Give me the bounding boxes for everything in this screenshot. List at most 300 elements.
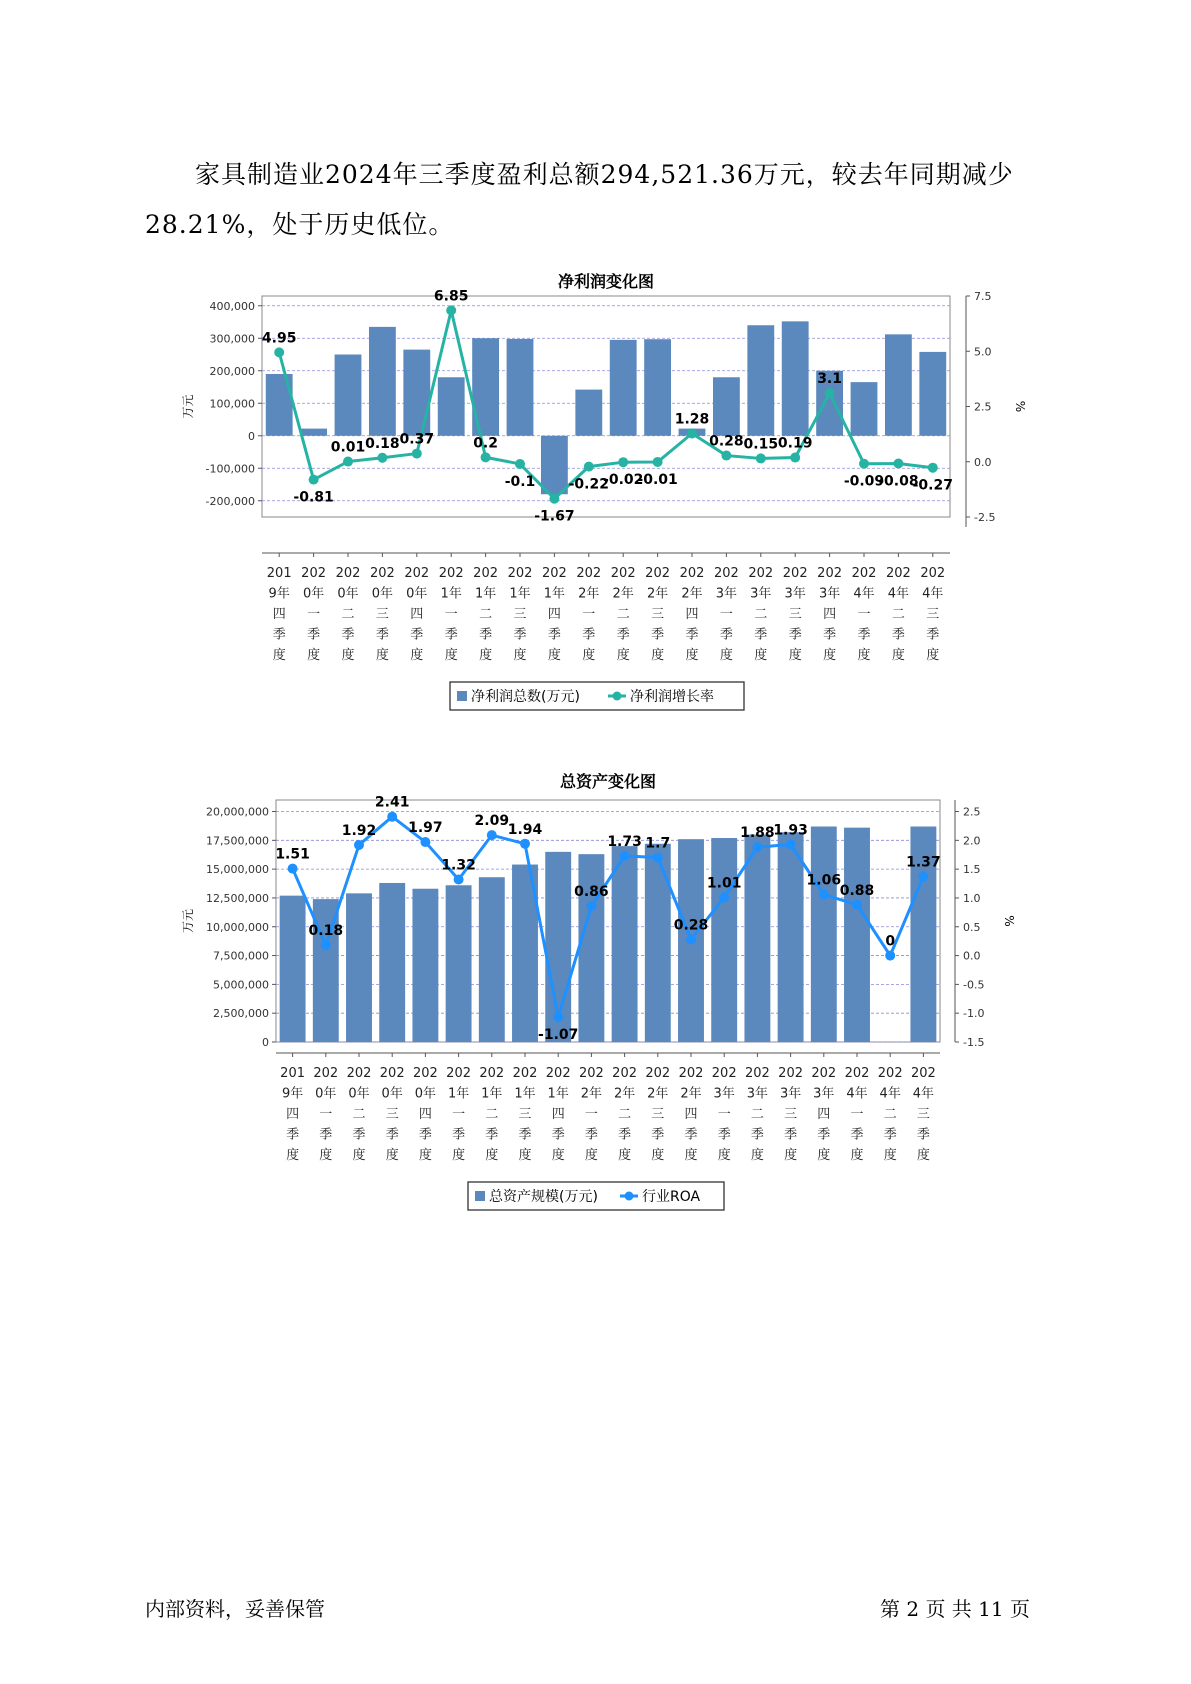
chart2-x-tick-label: 度 [286,1148,300,1163]
chart2-x-tick-label: 季 [618,1127,632,1143]
chart2-x-tick-label: 2年 [580,1086,603,1102]
chart2-x-tick-label: 201 [280,1066,306,1081]
chart1-x-tick-label: 季 [272,627,286,643]
chart1-y-tick-label: -100,000 [205,462,255,476]
chart2-bar [346,893,372,1042]
chart2-point [288,864,298,874]
summary-paragraph: 家具制造业2024年三季度盈利总额294,521.36万元，较去年同期减少28.21%，处于历史低位。 [145,160,1014,239]
chart2-x-tick-label: 二 [618,1107,632,1122]
chart1-x-tick-label: 季 [513,627,527,643]
chart2-x-tick-label: 1年 [547,1086,569,1102]
chart1-point [790,453,800,463]
chart2-x-tick-label: 度 [584,1148,598,1163]
chart1-x-tick-label: 三 [926,607,940,622]
chart1-x-tick-label: 度 [341,648,355,663]
chart2-x-tick-label: 1年 [481,1086,503,1102]
chart1-data-label: 0.19 [777,435,813,452]
chart1-data-label: 6.85 [433,288,469,305]
chart1-x-tick-label: 202 [301,566,327,581]
chart2-y-tick-label: 12,500,000 [206,891,269,905]
chart1-bar [610,340,637,436]
chart2-x-tick-label: 4年 [846,1086,868,1102]
chart2-point [520,839,530,849]
chart1-point [721,451,731,461]
chart1-x-tick-label: 度 [375,648,389,663]
chart2-x-tick-label: 0年 [414,1086,437,1102]
total-assets-chart [0,770,1191,1220]
chart1-x-tick-label: 202 [438,566,464,581]
chart2-data-label: 1.94 [507,821,543,838]
chart2-x-tick-label: 四 [817,1107,831,1122]
chart1-x-tick-label: 季 [857,627,871,643]
chart1-x-tick-label: 季 [891,627,905,643]
chart2-x-tick-label: 四 [286,1107,300,1122]
chart2-x-tick-label: 季 [319,1127,333,1143]
chart2-x-tick-label: 二 [352,1107,366,1122]
chart2-x-tick-label: 202 [645,1066,671,1081]
chart1-x-tick-label: 度 [891,648,905,663]
chart2-bar [379,883,405,1042]
chart2-x-tick-label: 度 [750,1148,764,1163]
chart1-x-tick-label: 3年 [784,586,806,602]
chart2-data-label: 1.73 [607,833,642,850]
chart2-y-axis-title: 万元 [181,908,195,934]
chart2-x-tick-label: 季 [518,1127,532,1143]
chart1-x-tick-label: 季 [926,627,940,643]
chart2-x-tick-label: 季 [286,1127,300,1143]
chart2-data-label: 2.41 [374,794,410,811]
chart1-x-tick-label: 季 [444,627,458,643]
chart1-bar [713,377,740,436]
chart1-y-tick-label: 400,000 [209,299,255,313]
chart2-x-tick-label: 度 [452,1148,466,1163]
chart1-x-tick-label: 二 [479,607,493,622]
chart2-point [387,812,397,822]
chart2-x-tick-label: 1年 [447,1086,470,1102]
chart1-bar [369,327,396,436]
chart1-x-tick-label: 一 [719,607,733,622]
chart2-data-label: 2.09 [474,813,510,830]
chart1-x-tick-label: 度 [547,648,561,663]
chart1-x-tick-label: 1年 [509,586,531,602]
footer-confidential: 内部资料，妥善保管 [145,1597,325,1621]
chart2-x-tick-label: 202 [512,1066,538,1081]
footer-page-number: 第 2 页 共 11 页 [880,1597,1030,1621]
chart2-x-tick-label: 202 [811,1066,837,1081]
chart2-x-tick-label: 1年 [514,1086,536,1102]
chart1-legend-bar-swatch [457,691,467,701]
chart2-x-tick-label: 度 [485,1148,499,1163]
chart1-x-tick-label: 二 [754,607,768,622]
chart2-bar [711,838,737,1042]
chart2-x-tick-label: 度 [684,1148,698,1163]
chart1-x-tick-label: 季 [410,627,424,643]
chart1-x-tick-label: 度 [444,648,458,663]
chart1-x-tick-label: 季 [823,627,837,643]
chart1-y-tick-label: 300,000 [209,332,255,346]
chart2-x-tick-label: 季 [651,1127,665,1143]
chart2-point [819,889,829,899]
chart2-point [885,951,895,961]
chart1-data-label: 0.2 [473,435,499,452]
chart2-point [354,840,364,850]
chart1-x-tick-label: 季 [582,627,596,643]
chart2-data-label: 0.88 [839,882,875,899]
chart1-x-tick-label: 3年 [818,586,841,602]
chart1-x-tick-label: 0年 [406,586,428,602]
chart1-title: 净利润变化图 [557,272,655,291]
chart1-x-tick-label: 2年 [612,586,634,602]
chart2-data-label: 1.97 [408,820,443,837]
chart2-data-label: 0.18 [308,923,344,940]
chart1-x-tick-label: 季 [685,627,699,643]
chart2-data-label: 1.37 [906,854,941,871]
chart1-x-tick-label: 度 [616,648,630,663]
chart2-y-tick-label: 10,000,000 [206,920,269,934]
chart1-x-tick-label: 202 [473,566,499,581]
chart1-x-tick-label: 一 [582,607,596,622]
chart1-data-label: -0.1 [504,473,536,490]
chart2-x-tick-label: 202 [479,1066,505,1081]
chart2-x-tick-label: 季 [784,1127,798,1143]
chart2-data-label: 1.7 [645,835,671,852]
chart2-x-tick-label: 202 [612,1066,638,1081]
chart1-x-tick-label: 三 [788,607,802,622]
chart2-x-tick-label: 季 [883,1127,897,1143]
chart2-y2-tick-label: 1.0 [963,891,981,905]
chart2-x-tick-label: 202 [412,1066,438,1081]
chart2-y2-tick-label: 1.5 [963,863,981,877]
chart1-bar [644,339,671,436]
chart2-point [420,837,430,847]
chart2-x-tick-label: 度 [817,1148,831,1163]
chart1-x-tick-label: 一 [444,607,458,622]
chart2-x-tick-label: 三 [916,1107,930,1122]
chart1-point [515,459,525,469]
chart1-x-tick-label: 0年 [302,586,325,602]
chart1-x-tick-label: 度 [651,648,665,663]
chart1-y-tick-label: -200,000 [205,494,255,508]
chart1-x-tick-label: 季 [754,627,768,643]
chart1-bar [747,325,774,436]
chart1-x-tick-label: 季 [547,627,561,643]
chart2-legend-line-marker [625,1192,634,1201]
chart2-x-tick-label: 四 [684,1107,698,1122]
chart1-bar [851,382,878,436]
chart2-x-tick-label: 三 [651,1107,665,1122]
chart2-legend-bar-swatch [475,1191,485,1201]
chart1-x-tick-label: 季 [651,627,665,643]
chart2-x-tick-label: 度 [319,1148,333,1163]
chart2-data-label: 1.93 [773,822,808,839]
chart2-data-label: 0 [885,933,896,950]
chart2-x-tick-label: 季 [385,1127,399,1143]
chart2-bar [479,877,505,1042]
chart1-x-tick-label: 季 [307,627,321,643]
chart2-y2-tick-label: 0.0 [963,949,981,963]
chart2-x-tick-label: 202 [578,1066,604,1081]
chart2-data-label: 1.06 [806,872,842,889]
chart1-x-tick-label: 4年 [887,586,910,602]
chart1-data-label: -0.09 [843,473,885,490]
chart1-bar [438,377,465,436]
chart1-legend-bar-label: 净利润总数(万元) [471,689,580,705]
chart1-data-label: 0.01 [330,439,366,456]
chart2-point [653,853,663,863]
chart1-x-tick-label: 202 [851,566,877,581]
chart1-point [412,449,422,459]
chart2-y-tick-label: 20,000,000 [206,805,269,819]
chart1-bar [541,436,568,495]
chart2-x-tick-label: 度 [352,1148,366,1163]
chart1-x-tick-label: 三 [513,607,527,622]
chart1-x-tick-label: 季 [341,627,355,643]
chart2-x-tick-label: 202 [313,1066,339,1081]
chart2-data-label: 0.28 [673,917,709,934]
chart1-data-label: 0.28 [709,433,744,450]
chart2-y2-tick-label: -1.5 [963,1036,985,1049]
chart2-x-tick-label: 季 [584,1127,598,1143]
chart1-y-axis-title: 万元 [181,394,195,419]
chart1-x-tick-label: 二 [341,607,355,622]
chart2-x-tick-label: 季 [717,1127,731,1143]
chart2-x-tick-label: 三 [784,1107,798,1122]
chart2-x-tick-label: 度 [618,1148,632,1163]
chart2-x-tick-label: 202 [744,1066,770,1081]
chart1-x-tick-label: 3年 [750,586,772,602]
chart1-x-tick-label: 1年 [440,586,462,602]
chart2-bar [612,846,638,1042]
chart1-y2-tick-label: 0.0 [974,455,992,469]
chart2-x-tick-label: 度 [518,1148,532,1163]
chart2-x-tick-label: 四 [418,1107,432,1122]
chart2-y-tick-label: 5,000,000 [213,978,269,992]
chart1-x-tick-label: 2年 [578,586,600,602]
chart1-point [653,457,663,467]
chart2-x-tick-label: 一 [717,1107,731,1122]
chart2-x-tick-label: 9年 [281,1086,304,1102]
chart2-y-tick-label: 17,500,000 [206,834,269,848]
chart2-bar [446,885,472,1042]
chart1-x-tick-label: 202 [576,566,602,581]
chart1-x-tick-label: 201 [266,566,292,581]
chart2-x-tick-label: 季 [452,1127,466,1143]
chart2-bar [645,844,671,1042]
chart2-x-tick-label: 四 [551,1107,565,1122]
chart2-bar [811,827,837,1042]
chart1-x-tick-label: 202 [817,566,843,581]
chart1-x-tick-label: 1年 [474,586,497,602]
chart2-x-tick-label: 三 [518,1107,532,1122]
chart1-x-tick-label: 202 [748,566,774,581]
chart2-y-tick-label: 2,500,000 [213,1007,269,1021]
chart1-y-tick-label: 200,000 [209,364,255,378]
chart2-x-tick-label: 0年 [315,1086,337,1102]
chart2-x-tick-label: 4年 [912,1086,935,1102]
chart2-point [852,900,862,910]
chart2-point [487,830,497,840]
chart2-x-tick-label: 202 [711,1066,737,1081]
chart1-data-label: 0.37 [399,431,435,448]
chart1-x-tick-label: 四 [547,607,561,622]
chart1-y2-tick-label: 5.0 [974,345,992,359]
chart2-y-tick-label: 0 [262,1036,269,1049]
chart2-point [719,892,729,902]
chart2-data-label: 1.32 [441,857,476,874]
chart2-x-tick-label: 度 [883,1148,897,1163]
chart1-data-label: -0.01 [637,471,678,488]
chart1-x-tick-label: 四 [685,607,699,622]
chart2-x-tick-label: 季 [916,1127,930,1143]
chart2-data-label: 1.88 [740,825,775,842]
chart1-x-tick-label: 2年 [681,586,703,602]
chart2-x-tick-label: 4年 [879,1086,901,1102]
chart1-x-tick-label: 四 [410,607,424,622]
chart1-x-tick-label: 9年 [268,586,290,602]
chart2-x-tick-label: 2年 [680,1086,702,1102]
chart1-bar [782,321,809,435]
chart1-x-tick-label: 2年 [646,586,669,602]
chart1-x-tick-label: 二 [891,607,905,622]
chart2-x-tick-label: 度 [418,1148,432,1163]
chart2-point [321,940,331,950]
chart1-point [549,494,559,504]
chart1-x-tick-label: 度 [272,648,286,663]
chart2-y2-tick-label: -0.5 [963,978,985,992]
chart1-x-tick-label: 度 [823,648,837,663]
chart2-x-tick-label: 202 [446,1066,472,1081]
chart2-x-tick-label: 一 [452,1107,466,1122]
chart1-x-tick-label: 202 [541,566,567,581]
chart2-x-tick-label: 0年 [348,1086,370,1102]
chart1-data-label: -0.81 [293,489,334,506]
chart2-y2-tick-label: 0.5 [963,920,981,934]
chart2-x-tick-label: 三 [385,1107,399,1122]
chart2-x-tick-label: 一 [319,1107,333,1122]
chart2-x-tick-label: 202 [778,1066,804,1081]
chart1-point [446,305,456,315]
chart1-x-tick-label: 季 [375,627,389,643]
chart1-point [893,459,903,469]
chart1-x-tick-label: 度 [754,648,768,663]
chart1-x-tick-label: 季 [479,627,493,643]
chart2-x-tick-label: 度 [717,1148,731,1163]
net-profit-chart [0,270,1191,720]
chart1-y-tick-label: 100,000 [209,397,255,411]
chart2-data-label: 1.92 [341,822,377,839]
chart2-x-tick-label: 202 [545,1066,571,1081]
chart2-bar [578,854,604,1042]
chart1-y2-tick-label: 7.5 [974,290,992,303]
chart2-point [686,934,696,944]
chart1-data-label: -0.08 [878,473,919,490]
chart2-x-tick-label: 0年 [381,1086,403,1102]
chart1-point [377,453,387,463]
chart1-data-label: -0.27 [912,477,953,494]
chart2-x-tick-label: 度 [385,1148,399,1163]
chart1-y2-tick-label: -2.5 [974,511,996,524]
chart1-legend-line-marker [613,692,622,701]
chart1-bar [575,390,602,436]
chart2-x-tick-label: 度 [850,1148,864,1163]
chart2-legend-bar-label: 总资产规模(万元) [489,1189,598,1205]
chart1-x-tick-label: 度 [857,648,871,663]
chart1-bar [335,355,362,436]
chart1-x-tick-label: 度 [479,648,493,663]
chart2-x-tick-label: 3年 [813,1086,835,1102]
chart2-x-tick-label: 202 [678,1066,704,1081]
chart2-x-tick-label: 202 [910,1066,936,1081]
chart1-x-tick-label: 202 [782,566,808,581]
chart1-bar [403,350,430,436]
chart2-x-tick-label: 度 [551,1148,565,1163]
chart1-x-tick-label: 度 [926,648,940,663]
chart1-x-tick-label: 一 [307,607,321,622]
chart1-x-tick-label: 202 [679,566,705,581]
chart1-x-tick-label: 度 [582,648,596,663]
chart1-x-tick-label: 二 [616,607,630,622]
chart2-x-tick-label: 2年 [613,1086,636,1102]
chart1-point [618,457,628,467]
chart1-point [825,388,835,398]
chart1-data-label: 4.95 [261,330,297,347]
chart1-bar [507,339,534,436]
chart2-y2-tick-label: 2.0 [963,834,981,848]
chart1-x-tick-label: 四 [272,607,286,622]
chart2-x-tick-label: 202 [844,1066,870,1081]
chart1-x-tick-label: 度 [410,648,424,663]
chart1-data-label: 3.1 [817,371,843,388]
chart1-x-tick-label: 202 [335,566,361,581]
chart1-x-tick-label: 季 [788,627,802,643]
chart1-x-tick-label: 4年 [853,586,875,602]
chart2-x-tick-label: 一 [584,1107,598,1122]
chart2-x-tick-label: 二 [485,1107,499,1122]
chart2-x-tick-label: 3年 [779,1086,802,1102]
chart2-title: 总资产变化图 [559,772,657,791]
chart1-x-tick-label: 三 [375,607,389,622]
chart1-x-tick-label: 202 [645,566,671,581]
chart1-x-tick-label: 4年 [922,586,944,602]
chart2-data-label: 0.86 [574,884,609,901]
chart2-bar [412,889,438,1042]
chart2-x-tick-label: 季 [551,1127,565,1143]
chart1-x-tick-label: 202 [920,566,946,581]
chart2-x-tick-label: 二 [750,1107,764,1122]
chart2-y2-tick-label: -1.0 [963,1007,985,1021]
chart2-y-tick-label: 15,000,000 [206,863,269,877]
chart2-data-label: -1.07 [538,1027,579,1044]
chart1-point [687,428,697,438]
chart2-x-tick-label: 度 [916,1148,930,1163]
chart1-x-tick-label: 202 [369,566,395,581]
chart1-point [274,347,284,357]
chart1-x-tick-label: 202 [404,566,430,581]
chart1-data-label: 0.15 [743,436,779,453]
chart2-bar [744,835,770,1042]
chart1-x-tick-label: 度 [307,648,321,663]
chart2-point [752,842,762,852]
chart1-point [928,463,938,473]
chart2-point [918,872,928,882]
chart1-x-tick-label: 四 [823,607,837,622]
chart1-data-label: -1.67 [534,508,575,525]
chart1-data-label: -0.02 [603,472,644,489]
chart2-x-tick-label: 季 [352,1127,366,1143]
chart2-y-tick-label: 7,500,000 [213,949,269,963]
chart1-data-label: 1.28 [674,411,710,428]
chart2-x-tick-label: 季 [684,1127,698,1143]
